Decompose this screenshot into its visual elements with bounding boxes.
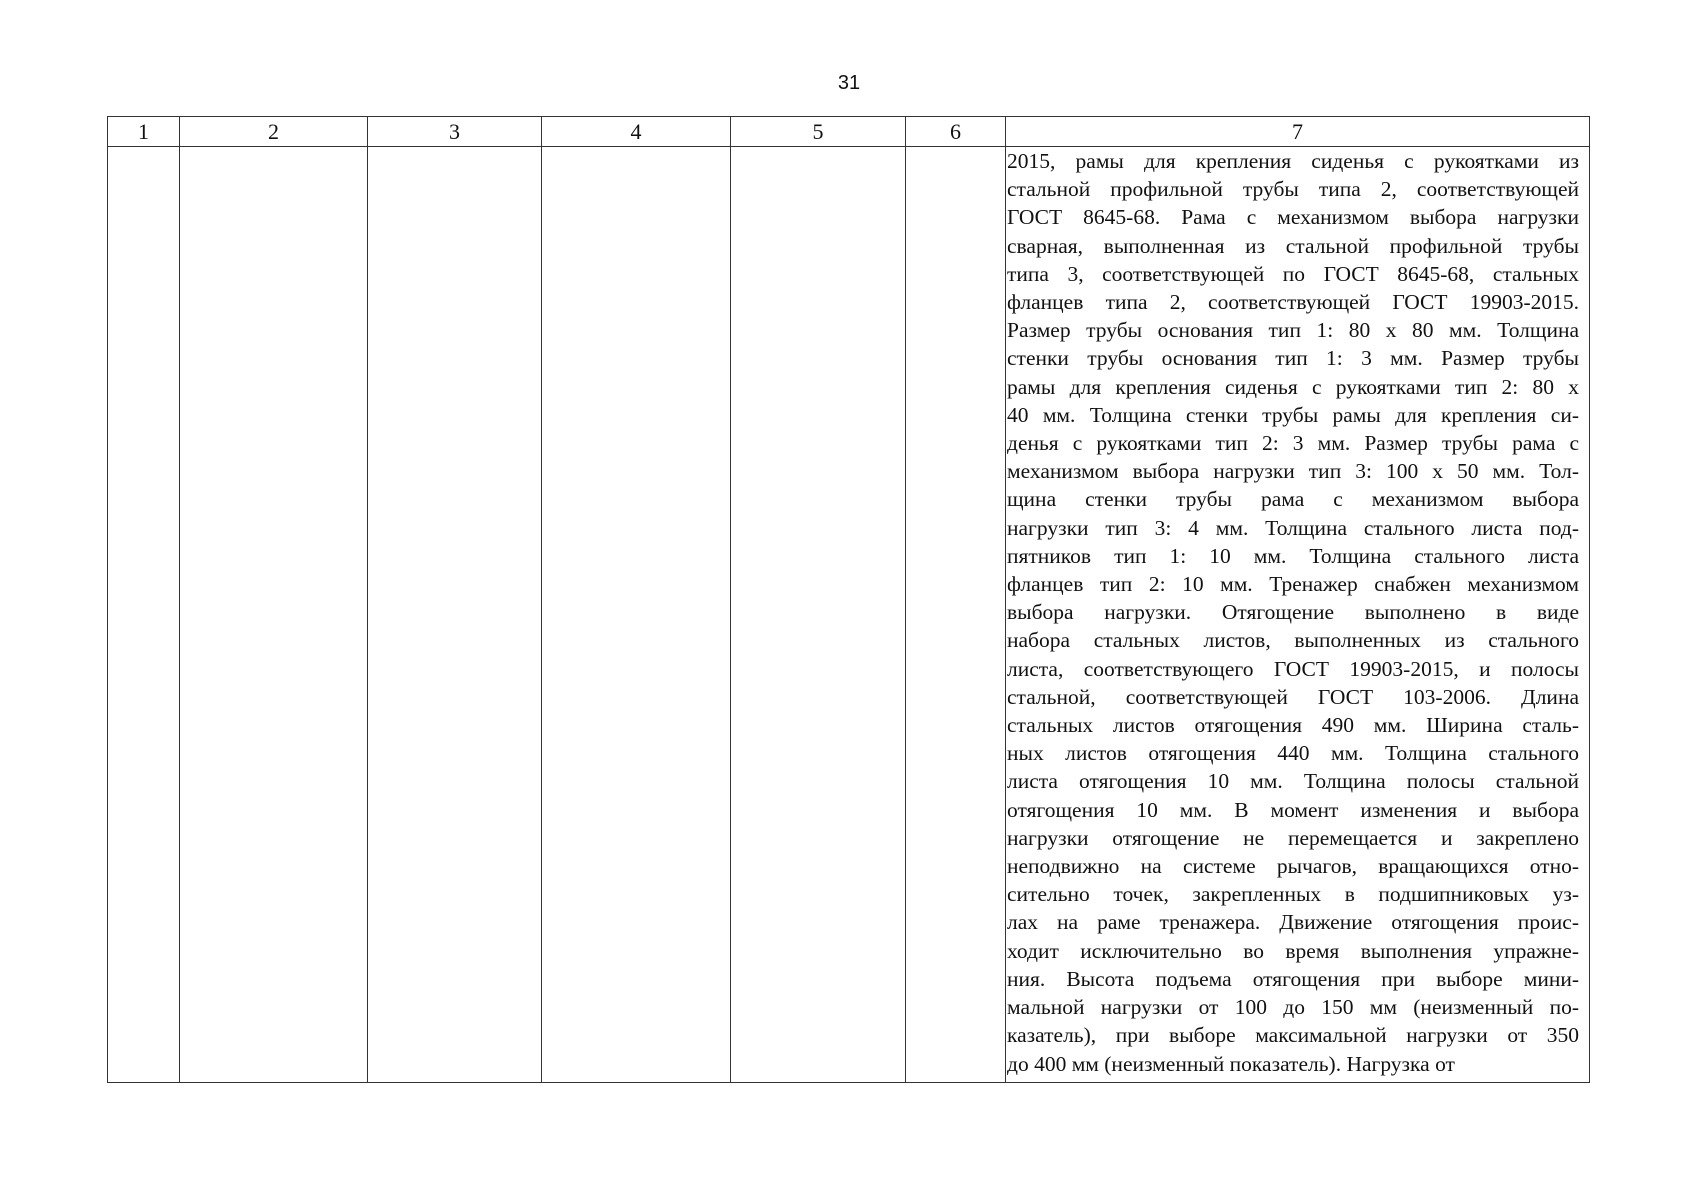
cell-col-2 — [180, 147, 368, 1083]
description-line: рамы для крепления сиденья с рукоятками тип 2: 80 х — [1007, 374, 1579, 399]
column-header-6: 6 — [906, 117, 1006, 147]
description-line: стенки трубы основания тип 1: 3 мм. Размер трубы — [1007, 346, 1579, 371]
description-line: щина стенки трубы рама с механизмом выбора — [1007, 487, 1579, 512]
description-line: Размер трубы основания тип 1: 80 х 80 мм. Толщина — [1007, 318, 1579, 343]
table-row — [108, 147, 1590, 1083]
column-header-4: 4 — [542, 117, 731, 147]
description-line: ГОСТ 8645-68. Рама с механизмом выбора нагрузки — [1007, 205, 1579, 230]
description-line: денья с рукоятками тип 2: 3 мм. Размер трубы рама с — [1007, 431, 1579, 456]
column-header-3: 3 — [368, 117, 542, 147]
description-line: ных листов отягощения 440 мм. Толщина стального — [1007, 741, 1579, 766]
description-line: пятников тип 1: 10 мм. Толщина стального листа — [1007, 543, 1579, 568]
description-line: сварная, выполненная из стальной профильной трубы — [1007, 233, 1579, 258]
description-line: фланцев типа 2, соответствующей ГОСТ 19903-2015. — [1007, 290, 1579, 315]
description-line: стальной, соответствующей ГОСТ 103-2006. Длина — [1007, 684, 1579, 709]
description-line: стальной профильной трубы типа 2, соответствующей — [1007, 177, 1579, 202]
column-header-1: 1 — [108, 117, 180, 147]
column-header-2: 2 — [180, 117, 368, 147]
cell-col-3 — [368, 147, 542, 1083]
description-line: типа 3, соответствующей по ГОСТ 8645-68, стальных — [1007, 261, 1579, 286]
cell-col-4 — [542, 147, 731, 1083]
description-line: нагрузки отягощение не перемещается и закреплено — [1007, 825, 1579, 850]
description-line: механизмом выбора нагрузки тип 3: 100 х 50 мм. Тол- — [1007, 459, 1579, 484]
description-line: стальных листов отягощения 490 мм. Ширина сталь- — [1007, 713, 1579, 738]
description-text — [1007, 147, 1579, 1078]
description-line: казатель), при выборе максимальной нагрузки от 350 — [1007, 1023, 1579, 1048]
page-number: 31 — [837, 72, 861, 94]
table-header-row — [108, 117, 1590, 147]
specification-table — [107, 116, 1590, 1083]
description-line: до 400 мм (неизменный показатель). Нагрузка от — [1007, 1051, 1455, 1076]
cell-col-5 — [731, 147, 906, 1083]
cell-col-6 — [906, 147, 1006, 1083]
description-line: ходит исключительно во время выполнения упражне- — [1007, 938, 1579, 963]
cell-description — [1006, 147, 1590, 1083]
description-line: 40 мм. Толщина стенки трубы рамы для крепления си- — [1007, 402, 1579, 427]
description-line: выбора нагрузки. Отягощение выполнено в виде — [1007, 600, 1579, 625]
description-line: ния. Высота подъема отягощения при выборе мини- — [1007, 966, 1579, 991]
cell-col-1 — [108, 147, 180, 1083]
column-header-5: 5 — [731, 117, 906, 147]
description-line: мальной нагрузки от 100 до 150 мм (неизменный по- — [1007, 995, 1579, 1020]
description-line: набора стальных листов, выполненных из стального — [1007, 628, 1579, 653]
description-line: листа отягощения 10 мм. Толщина полосы стальной — [1007, 769, 1579, 794]
description-line: фланцев тип 2: 10 мм. Тренажер снабжен механизмом — [1007, 572, 1579, 597]
description-line: сительно точек, закрепленных в подшипниковых уз- — [1007, 882, 1579, 907]
description-line: нагрузки тип 3: 4 мм. Толщина стального листа под- — [1007, 515, 1579, 540]
description-line: листа, соответствующего ГОСТ 19903-2015, и полосы — [1007, 656, 1579, 681]
column-header-7: 7 — [1006, 117, 1590, 147]
description-line: неподвижно на системе рычагов, вращающихся отно- — [1007, 854, 1579, 879]
description-line: лах на раме тренажера. Движение отягощения проис- — [1007, 910, 1579, 935]
description-line: отягощения 10 мм. В момент изменения и выбора — [1007, 797, 1579, 822]
description-line: 2015, рамы для крепления сиденья с рукоятками из — [1007, 149, 1579, 173]
